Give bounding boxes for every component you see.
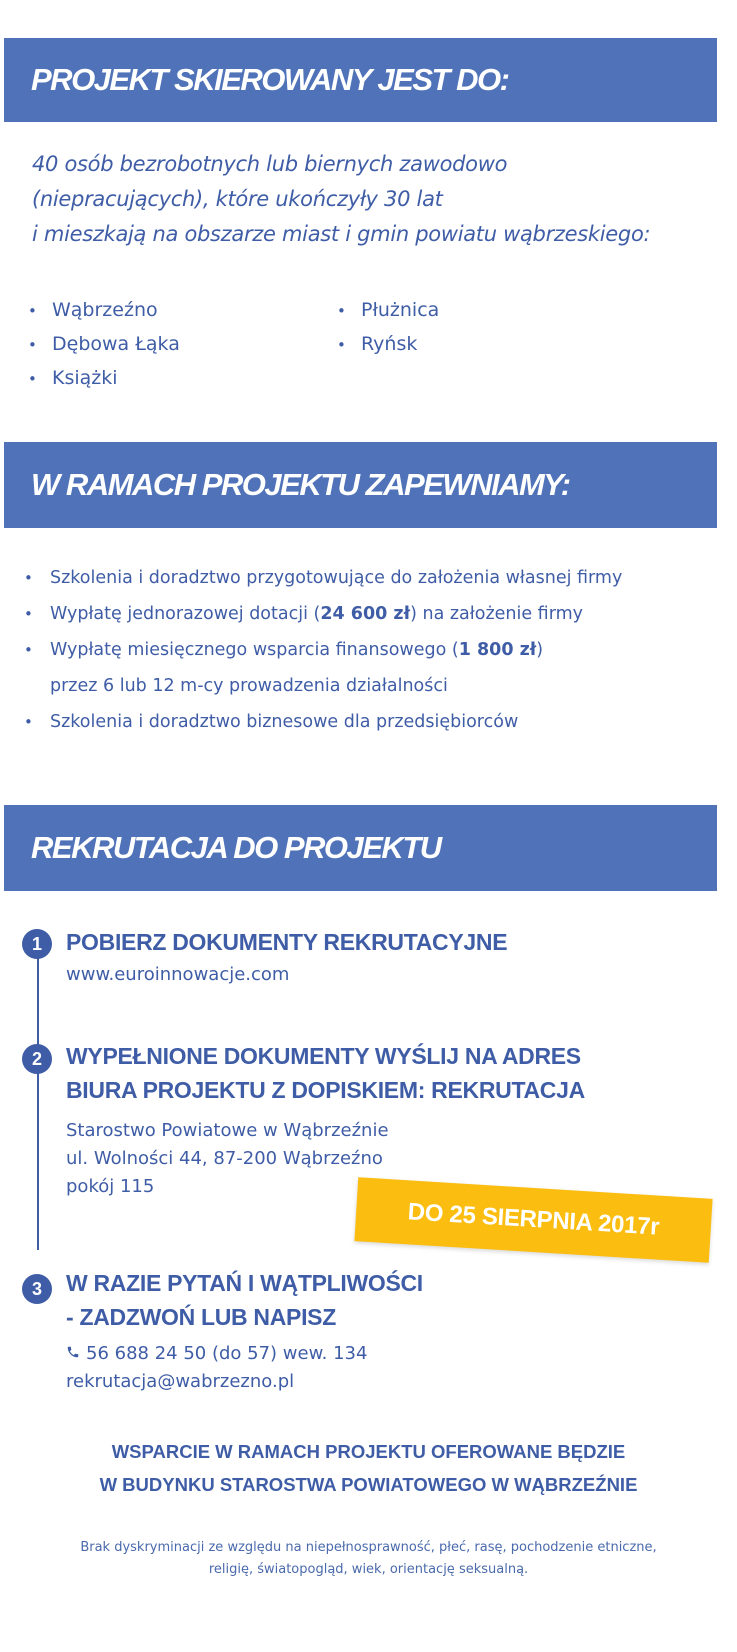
offer-text: Szkolenia i doradztwo przygotowujące do założenia własnej firmy <box>50 568 623 588</box>
address-line: Starostwo Powiatowe w Wąbrzeźnie <box>66 1120 389 1141</box>
list-item <box>24 704 724 740</box>
disclaimer <box>0 1537 737 1581</box>
deadline-badge: DO 25 SIERPNIA 2017r <box>354 1177 712 1263</box>
towns-list-right <box>337 294 439 362</box>
intro-text <box>32 147 722 252</box>
town-name: Wąbrzeźno <box>52 299 158 321</box>
disclaimer-line: Brak dyskryminacji ze względu na niepełnosprawność, płeć, rasę, pochodzenie etniczne, <box>80 1540 657 1555</box>
bullet-icon: • <box>24 713 33 731</box>
note-line: W BUDYNKU STAROSTWA POWIATOWEGO W WĄBRZEŹNIE <box>99 1474 638 1495</box>
note-line: WSPARCIE W RAMACH PROJEKTU OFEROWANE BĘDZIE <box>111 1441 626 1462</box>
bullet-icon: • <box>24 605 33 623</box>
step-number-badge: 2 <box>22 1044 52 1074</box>
town-name: Dębowa Łąka <box>52 333 180 355</box>
list-item <box>24 632 724 668</box>
address-line: ul. Wolności 44, 87-200 Wąbrzeźno <box>66 1148 383 1169</box>
step-number-badge: 1 <box>22 929 52 959</box>
intro-line: 40 osób bezrobotnych lub biernych zawodowo <box>32 152 508 176</box>
section-heading-target: PROJEKT SKIEROWANY JEST DO: <box>4 38 717 122</box>
timeline-line <box>37 950 39 1250</box>
support-amount: 1 800 zł <box>458 640 537 660</box>
address-line: pokój 115 <box>66 1176 155 1197</box>
website-link[interactable]: www.euroinnowacje.com <box>66 964 290 985</box>
phone-line[interactable] <box>66 1340 423 1368</box>
step-title: POBIERZ DOKUMENTY REKRUTACYJNE <box>66 929 508 955</box>
email-link[interactable]: rekrutacja@wabrzezno.pl <box>66 1371 295 1392</box>
list-item <box>337 294 439 328</box>
step-2 <box>66 1039 585 1201</box>
list-item <box>24 560 724 596</box>
offer-text: Szkolenia i doradztwo biznesowe dla przedsiębiorców <box>50 712 519 732</box>
bullet-icon: • <box>24 569 33 587</box>
intro-line: (niepracujących), które ukończyły 30 lat <box>32 187 443 211</box>
section-heading-offer: W RAMACH PROJEKTU ZAPEWNIAMY: <box>4 442 717 528</box>
step-title-line: BIURA PROJEKTU Z DOPISKIEM: REKRUTACJA <box>66 1077 585 1103</box>
list-item <box>24 596 724 632</box>
offer-text-continued: przez 6 lub 12 m-cy prowadzenia działalności <box>50 676 448 696</box>
bullet-icon: • <box>24 641 33 659</box>
bullet-icon: • <box>337 302 346 320</box>
disclaimer-line: religię, światopogląd, wiek, orientację seksualną. <box>208 1562 529 1577</box>
phone-number: 56 688 24 50 (do 57) wew. 134 <box>86 1343 368 1364</box>
intro-line: i mieszkają na obszarze miast i gmin powiatu wąbrzeskiego: <box>32 222 651 246</box>
bullet-icon: • <box>28 370 37 388</box>
offer-text: Wypłatę jednorazowej dotacji (24 600 zł) na założenie firmy <box>50 604 584 624</box>
section-heading-recruitment: REKRUTACJA DO PROJEKTU <box>4 805 717 891</box>
offer-list <box>24 560 724 740</box>
bullet-icon: • <box>337 336 346 354</box>
bullet-icon: • <box>28 302 37 320</box>
step-title-line: WYPEŁNIONE DOKUMENTY WYŚLIJ NA ADRES <box>66 1043 581 1069</box>
step-title-line: W RAZIE PYTAŃ I WĄTPLIWOŚCI <box>66 1270 423 1296</box>
list-item <box>28 294 180 328</box>
step-title-line: - ZADZWOŃ LUB NAPISZ <box>66 1304 336 1330</box>
step-3 <box>66 1266 423 1396</box>
support-location-note <box>0 1435 737 1501</box>
town-name: Ryńsk <box>361 333 418 355</box>
town-name: Książki <box>52 367 118 389</box>
town-name: Płużnica <box>361 299 440 321</box>
step-number-badge: 3 <box>22 1274 52 1304</box>
list-item <box>337 328 439 362</box>
grant-amount: 24 600 zł <box>320 604 411 624</box>
phone-icon <box>66 1340 81 1368</box>
bullet-icon: • <box>28 336 37 354</box>
list-item <box>28 328 180 362</box>
towns-list-left <box>28 294 180 396</box>
step-1 <box>66 925 507 989</box>
list-item <box>28 362 180 396</box>
offer-text: Wypłatę miesięcznego wsparcia finansowego (1 800 zł) <box>50 640 544 660</box>
